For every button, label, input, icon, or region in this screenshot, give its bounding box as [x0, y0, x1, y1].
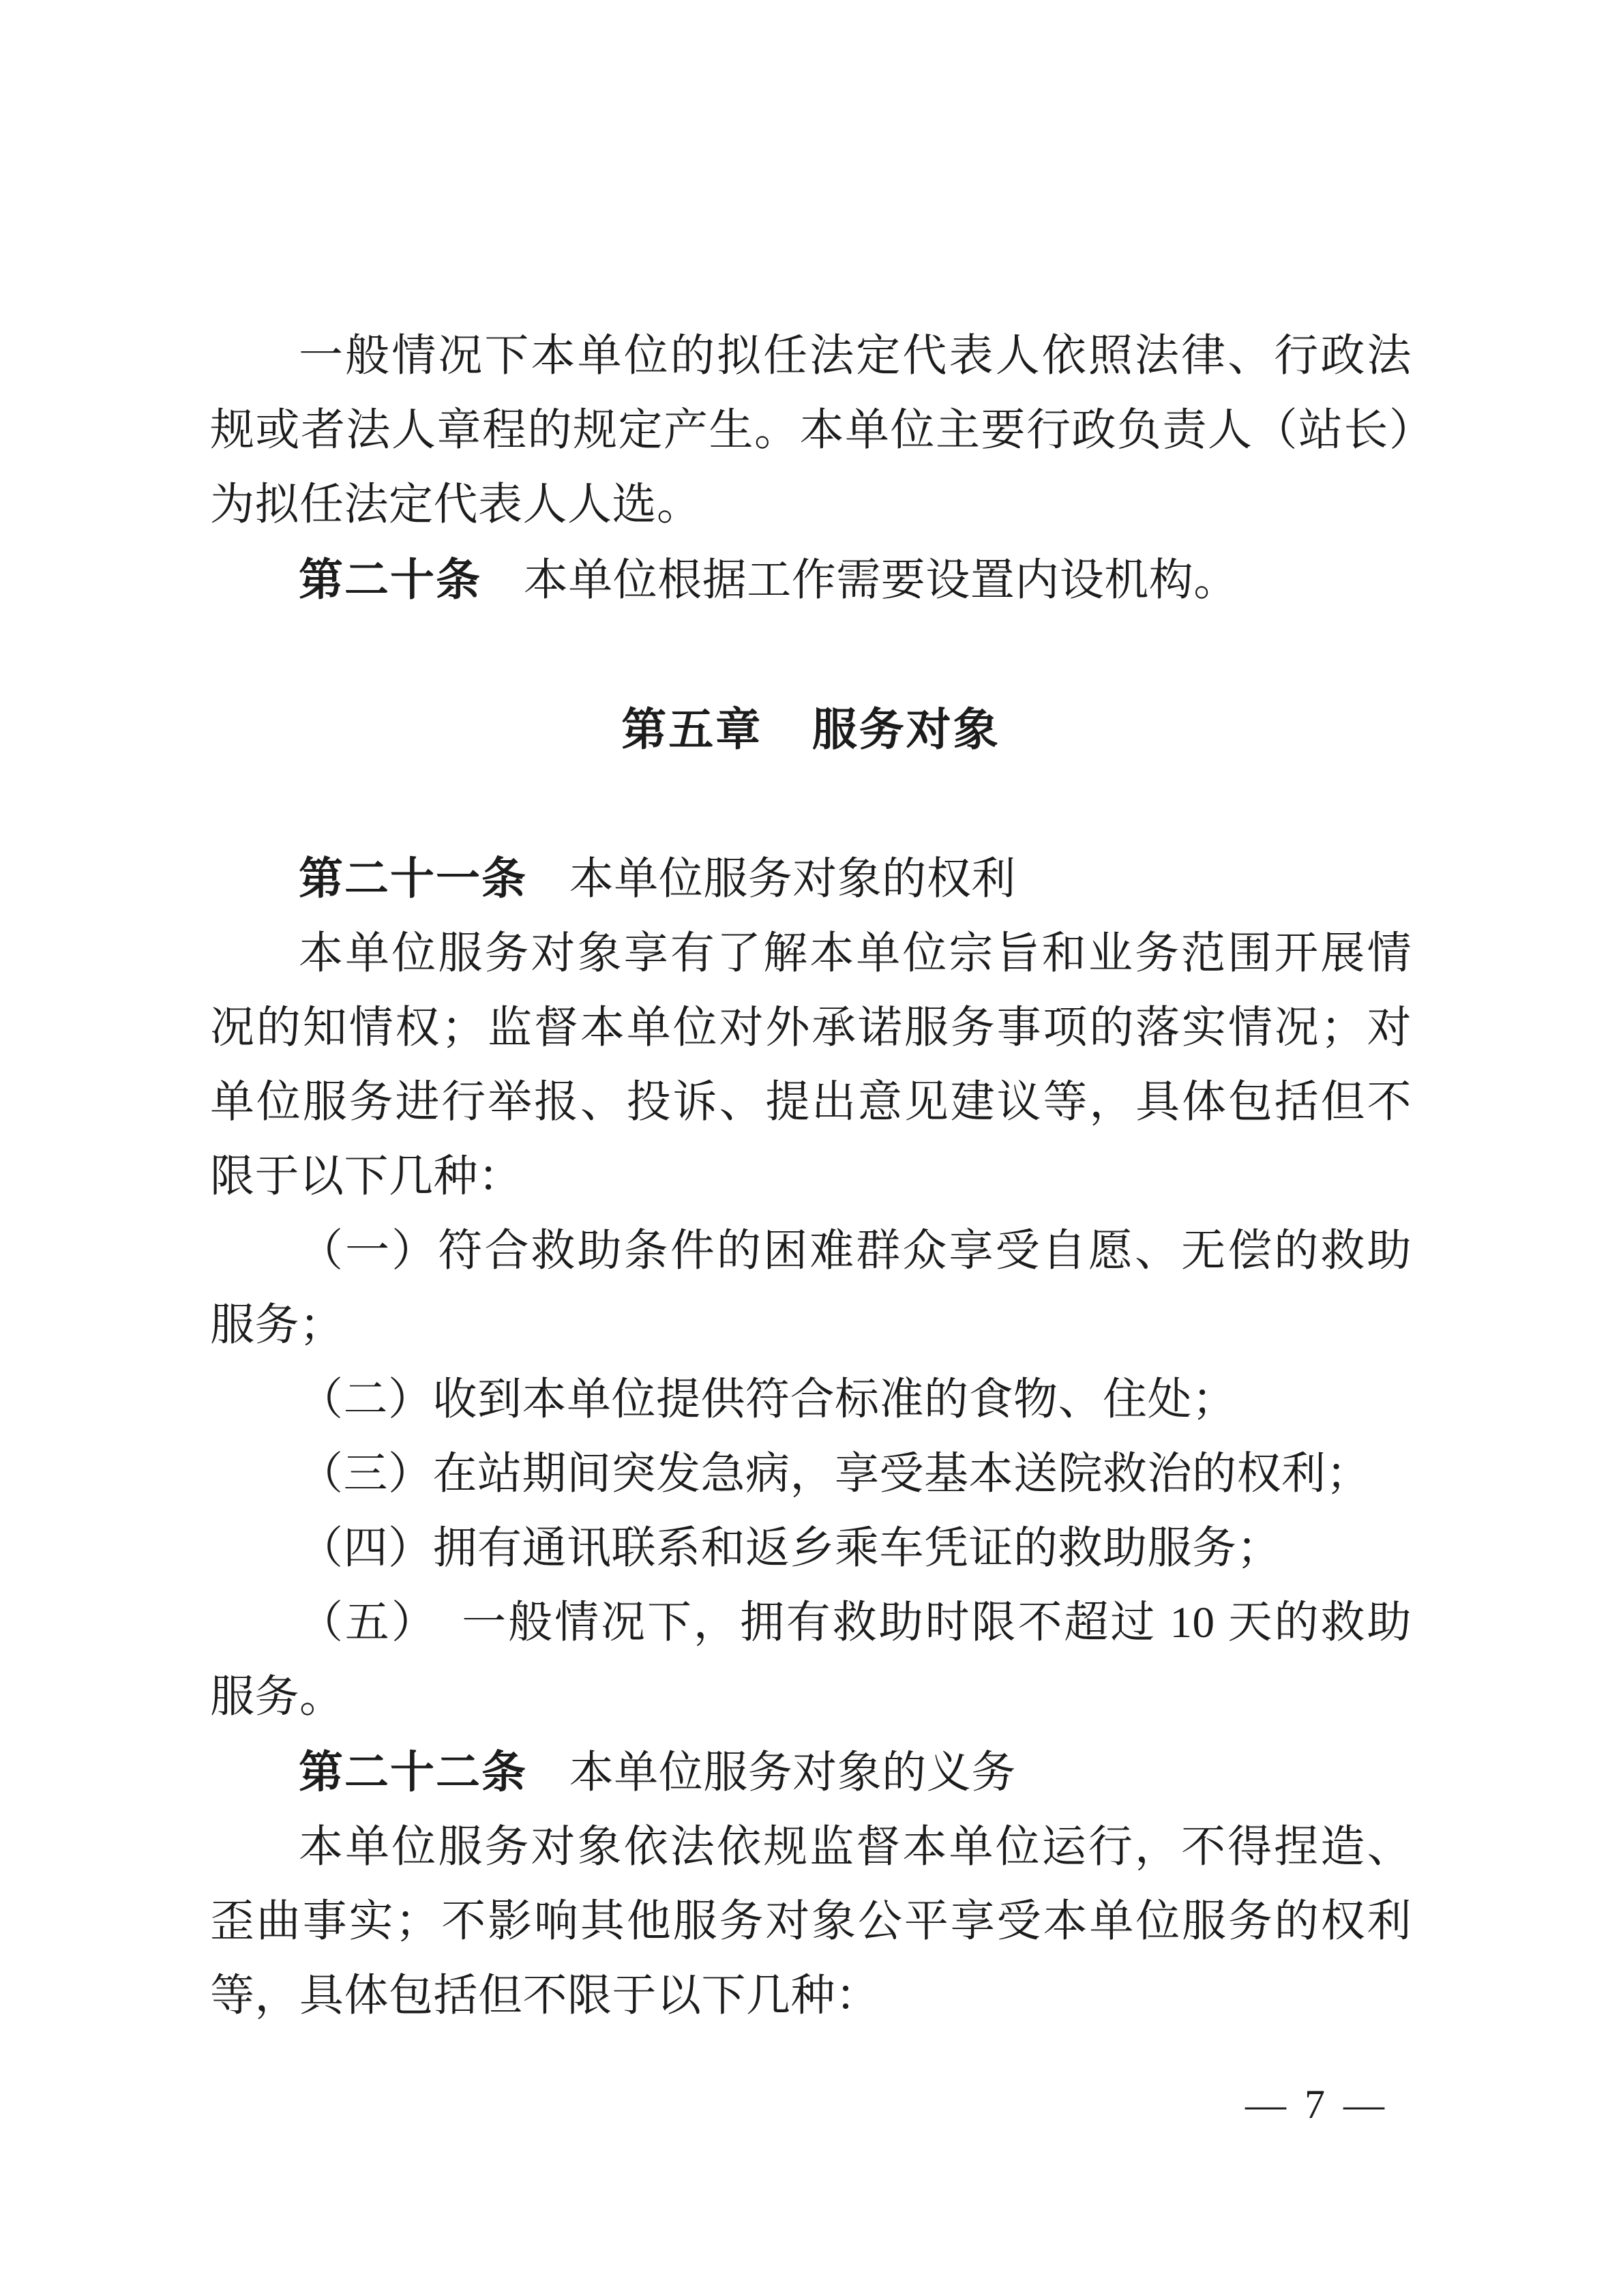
chapter-5-heading: [210, 692, 1412, 767]
chapter-5-number: 第五章: [621, 704, 763, 754]
paragraph-legal-representative: 一般情况下本单位的拟任法定代表人依照法律、行政法规或者法人章程的规定产生。本单位主要行政负责人（站长）为拟任法定代表人人选。: [210, 332, 1412, 529]
paragraph-article-20: [210, 542, 1412, 618]
article-22-label: 第二十二条: [299, 1747, 528, 1797]
rights-item-2: （二）收到本单位提供符合标准的食物、住处；: [299, 1375, 1237, 1424]
chapter-5-title: 服务对象: [812, 704, 1000, 754]
article-21-label: 第二十一条: [299, 853, 528, 903]
rights-item-3: （三）在站期间突发急病，享受基本送院救治的权利；: [299, 1449, 1371, 1499]
rights-item-1: （一）符合救助条件的困难群众享受自愿、无偿的救助服务；: [210, 1226, 1412, 1350]
rights-item-4: （四）拥有通讯联系和返乡乘车凭证的救助服务；: [299, 1524, 1282, 1573]
rights-item-5: （五） 一般情况下，拥有救助时限不超过 10 天的救助服务。: [210, 1598, 1412, 1722]
article-20-text: 本单位根据工作需要设置内设机构。: [523, 556, 1238, 605]
page-number: — 7 —: [1245, 2082, 1388, 2127]
article-21-text: 本单位服务对象的权利: [569, 855, 1016, 904]
paragraph-duties-intro: 本单位服务对象依法依规监督本单位运行，不得捏造、歪曲事实；不影响其他服务对象公平享受本单位服务的权利等，具体包括但不限于以下几种：: [210, 1823, 1412, 2020]
article-20-label: 第二十条: [299, 555, 482, 604]
paragraph-article-21: [210, 841, 1412, 917]
document-body: [210, 319, 1412, 2033]
article-22-text: 本单位服务对象的义务: [569, 1748, 1016, 1797]
paragraph-article-22: [210, 1735, 1412, 1810]
paragraph-rights-intro: 本单位服务对象享有了解本单位宗旨和业务范围开展情况的知情权；监督本单位对外承诺服务事项的落实情况；对单位服务进行举报、投诉、提出意见建议等，具体包括但不限于以下几种：: [210, 929, 1412, 1201]
